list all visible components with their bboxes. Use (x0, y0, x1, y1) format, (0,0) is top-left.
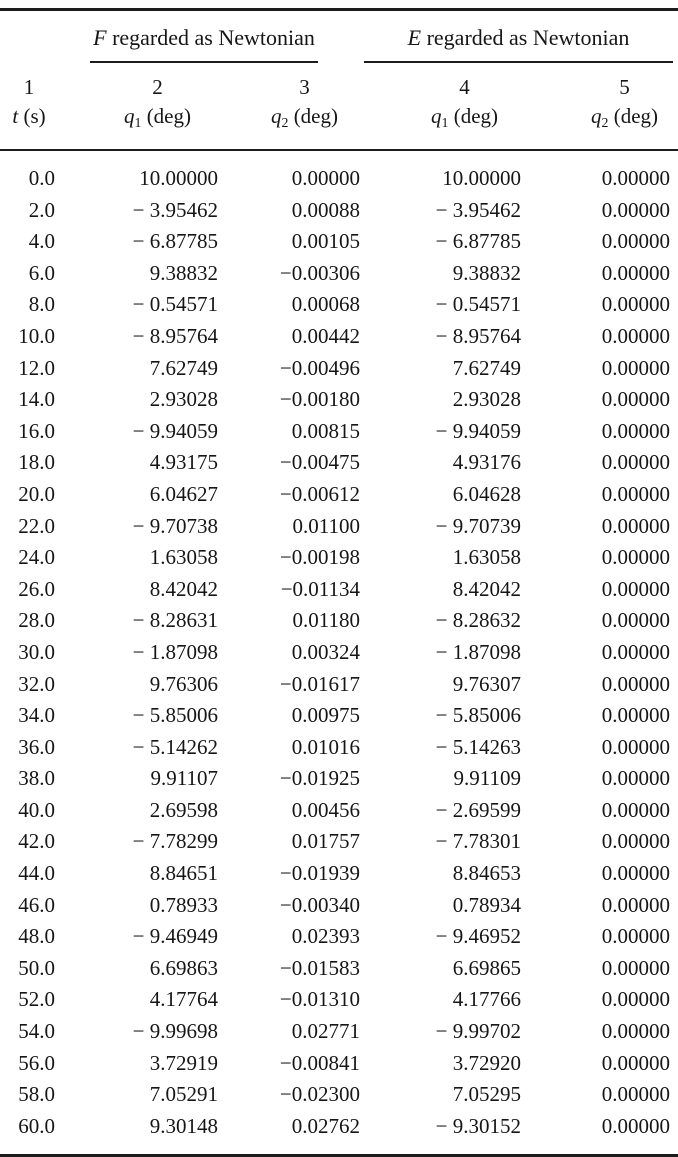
cell-q1-f: 7.05291 (149, 1082, 218, 1107)
cell-time: 38.0 (18, 766, 55, 791)
group-header-e (364, 10, 678, 64)
cell-time: 6.0 (28, 260, 55, 285)
table-row (0, 1048, 678, 1080)
cell-q2-f: 0.00815 (291, 418, 361, 443)
table-row (0, 605, 678, 637)
cell-q2-e: 0.00000 (601, 892, 671, 917)
table-row (0, 890, 678, 922)
cell-q1-e: − 9.70739 (435, 513, 522, 538)
cell-q1-f: − 8.28631 (132, 608, 218, 633)
table-row (0, 826, 678, 858)
table-row (0, 732, 678, 764)
cell-q2-f: 0.02393 (291, 924, 361, 949)
cell-q1-e: 9.91109 (453, 766, 522, 791)
cell-time: 12.0 (18, 355, 55, 380)
cell-q1-f: 10.00000 (139, 166, 218, 190)
cell-q2-e: 0.00000 (601, 355, 671, 380)
cell-q2-f: −0.01583 (279, 955, 361, 980)
table-row (0, 858, 678, 890)
cell-q1-f: 1.63058 (149, 545, 218, 570)
cell-time: 16.0 (18, 418, 55, 443)
cell-q2-f: −0.00340 (279, 892, 361, 917)
cell-q2-e: 0.00000 (601, 260, 671, 285)
cell-q2-e: 0.00000 (601, 418, 671, 443)
cell-q1-e: 4.93176 (452, 450, 522, 475)
cell-time: 22.0 (18, 513, 55, 538)
cell-q1-f: 2.69598 (149, 797, 218, 822)
cell-q1-f: 0.78933 (149, 892, 218, 917)
cell-q1-f: − 5.85006 (132, 703, 218, 728)
table-header (0, 10, 678, 151)
cell-time: 36.0 (18, 734, 55, 759)
column-number-2: 2 (152, 75, 163, 99)
table-row (0, 447, 678, 479)
cell-q1-e: − 8.95764 (435, 323, 522, 348)
cell-q1-f: − 8.95764 (132, 323, 218, 348)
group-e-text: regarded as Newtonian (421, 25, 630, 50)
group-f-letter: F (93, 25, 107, 50)
table-row (0, 511, 678, 543)
cell-q2-f: −0.01939 (279, 861, 361, 886)
cell-q1-e: 9.76307 (452, 671, 522, 696)
cell-time: 26.0 (18, 576, 55, 601)
cell-q1-f: 3.72919 (149, 1050, 218, 1075)
table-row (0, 1111, 678, 1156)
table-row (0, 1016, 678, 1048)
cell-q1-f: − 9.99698 (132, 1019, 218, 1044)
cell-q2-f: 0.00105 (291, 229, 361, 254)
cell-q2-e: 0.00000 (601, 576, 671, 601)
cell-q2-e: 0.00000 (601, 734, 671, 759)
cell-q1-f: − 5.14262 (132, 734, 218, 759)
cell-time: 8.0 (28, 292, 55, 317)
cell-q2-e: 0.00000 (601, 229, 671, 254)
cell-q2-e: 0.00000 (601, 450, 671, 475)
cell-q2-f: 0.01180 (292, 608, 361, 633)
cell-q1-f: 8.84651 (149, 861, 218, 886)
column-label-t: t (s) (0, 100, 58, 150)
cell-q1-f: 9.38832 (149, 260, 218, 285)
cell-q1-e: 2.93028 (452, 387, 522, 412)
cell-time: 60.0 (0, 1111, 58, 1156)
table-row (0, 258, 678, 290)
cell-q2-f: 0.00442 (291, 323, 361, 348)
cell-time: 2.0 (28, 197, 55, 222)
cell-q1-e: − 7.78301 (435, 829, 522, 854)
cell-q2-f: −0.01310 (279, 987, 361, 1012)
cell-q2-f: −0.02300 (279, 1082, 361, 1107)
table-row (0, 953, 678, 985)
group-header-f-underline (90, 11, 318, 63)
cell-time: 24.0 (18, 545, 55, 570)
group-e-letter: E (407, 25, 422, 50)
cell-q1-f: 9.76306 (149, 671, 218, 696)
cell-q1-e: − 6.87785 (435, 229, 522, 254)
table-row (0, 637, 678, 669)
column-number-1: 1 (23, 75, 35, 99)
cell-q2-e: 0.00000 (601, 955, 671, 980)
table-row (0, 1079, 678, 1111)
group-header-e-underline (364, 11, 673, 63)
cell-q2-e: 0.00000 (601, 545, 671, 570)
cell-q1-e: − 3.95462 (435, 197, 522, 222)
cell-q2-f: −0.00180 (279, 387, 361, 412)
cell-time: 46.0 (18, 892, 55, 917)
cell-q2-e: 0.00000 (601, 924, 671, 949)
cell-q2-f: −0.00841 (279, 1050, 361, 1075)
cell-q2-e: 0.00000 (601, 829, 671, 854)
table-row (0, 700, 678, 732)
cell-q2-e: 0.00000 (601, 639, 671, 664)
cell-q1-f: 9.91107 (150, 766, 218, 791)
cell-q1-f: 4.17764 (149, 987, 218, 1012)
cell-time: 32.0 (18, 671, 55, 696)
cell-q2-f: 0.00000 (291, 166, 361, 190)
cell-q2-e: 0.00000 (601, 797, 671, 822)
table-body (0, 150, 678, 1156)
column-label-q2-e: $q_2$ (deg) (526, 100, 678, 150)
column-number-5: 5 (619, 75, 630, 99)
cell-q2-e: 0.00000 (601, 513, 671, 538)
cell-time: 50.0 (18, 955, 55, 980)
table-row (0, 921, 678, 953)
cell-q2-e: 0.00000 (601, 1082, 671, 1107)
cell-q2-f: 0.02771 (291, 1019, 361, 1044)
cell-q2-e: 0.00000 (601, 703, 671, 728)
table-row (0, 289, 678, 321)
cell-time: 34.0 (18, 703, 55, 728)
cell-q1-f: 8.42042 (149, 576, 218, 601)
cell-time: 18.0 (18, 450, 55, 475)
table-row (0, 195, 678, 227)
cell-q2-e: 0.00000 (601, 292, 671, 317)
cell-q1-e: 7.62749 (452, 355, 522, 380)
cell-q1-f: − 1.87098 (132, 639, 218, 664)
cell-q1-e: 0.78934 (452, 892, 522, 917)
cell-q2-f: 0.00456 (291, 797, 361, 822)
cell-time: 54.0 (18, 1019, 55, 1044)
table-row (0, 384, 678, 416)
group-header-row (0, 10, 678, 64)
cell-q1-e: 9.38832 (452, 260, 522, 285)
cell-time: 28.0 (18, 608, 55, 633)
cell-q1-e: − 5.85006 (435, 703, 522, 728)
cell-q2-f: 0.01100 (292, 513, 361, 538)
cell-time: 14.0 (18, 387, 55, 412)
cell-time: 20.0 (18, 481, 55, 506)
cell-q2-f: −0.00198 (279, 545, 361, 570)
cell-q1-e: − 9.94059 (435, 418, 522, 443)
cell-q2-e: 0.00000 (601, 166, 671, 190)
table-row (0, 984, 678, 1016)
cell-q1-e: − 0.54571 (435, 292, 522, 317)
table-row (0, 542, 678, 574)
column-label-q1-f: $q_1$ (deg) (58, 100, 222, 150)
cell-time: 0.0 (28, 166, 55, 190)
group-f-text: regarded as Newtonian (106, 25, 315, 50)
table-row (0, 416, 678, 448)
table-row (0, 353, 678, 385)
cell-q1-f: − 0.54571 (132, 292, 218, 317)
cell-q2-f: −0.01134 (280, 576, 361, 601)
column-number-row (0, 63, 678, 100)
cell-q1-e: 6.04628 (452, 481, 522, 506)
cell-q2-f: −0.00612 (279, 481, 361, 506)
cell-q1-e: 3.72920 (452, 1050, 522, 1075)
cell-q1-f: − 9.70738 (132, 513, 218, 538)
cell-q1-f: 9.30148 (58, 1111, 222, 1156)
cell-time: 48.0 (18, 924, 55, 949)
cell-q2-f: −0.00496 (279, 355, 361, 380)
cell-q2-f: 0.00088 (291, 197, 361, 222)
cell-time: 52.0 (18, 987, 55, 1012)
cell-q1-e: 10.00000 (442, 166, 522, 190)
cell-time: 30.0 (18, 639, 55, 664)
cell-q2-e: 0.00000 (601, 671, 671, 696)
cell-q2-f: 0.00068 (291, 292, 361, 317)
cell-q1-e: − 9.30152 (364, 1111, 526, 1156)
cell-q2-e: 0.00000 (601, 1019, 671, 1044)
cell-q2-f: −0.00306 (279, 260, 361, 285)
cell-time: 56.0 (18, 1050, 55, 1075)
cell-q1-f: − 9.94059 (132, 418, 218, 443)
column-label-q2-f: $q_2$ (deg) (222, 100, 364, 150)
cell-time: 44.0 (18, 861, 55, 886)
table-row (0, 479, 678, 511)
cell-q2-f: −0.00475 (279, 450, 361, 475)
table-row (0, 574, 678, 606)
cell-q1-e: − 9.46952 (435, 924, 522, 949)
cell-time: 4.0 (28, 229, 55, 254)
cell-q2-e: 0.00000 (601, 323, 671, 348)
cell-q1-f: 7.62749 (149, 355, 218, 380)
cell-q1-f: − 9.46949 (132, 924, 218, 949)
column-label-row (0, 100, 678, 150)
cell-time: 42.0 (18, 829, 55, 854)
cell-time: 40.0 (18, 797, 55, 822)
cell-q2-f: 0.00975 (291, 703, 361, 728)
column-number-3: 3 (299, 75, 310, 99)
cell-q1-f: 4.93175 (149, 450, 218, 475)
cell-q1-e: 7.05295 (452, 1082, 522, 1107)
cell-q2-f: 0.02762 (222, 1111, 364, 1156)
table-row (0, 321, 678, 353)
cell-q1-e: − 9.99702 (435, 1019, 522, 1044)
table-row (0, 226, 678, 258)
cell-q2-f: 0.00324 (291, 639, 361, 664)
cell-q2-f: −0.01925 (279, 766, 361, 791)
cell-q2-e: 0.00000 (601, 1050, 671, 1075)
cell-q1-e: − 8.28632 (435, 608, 522, 633)
group-header-f (58, 10, 364, 64)
cell-q2-e: 0.00000 (526, 1111, 678, 1156)
table-row (0, 763, 678, 795)
cell-q2-e: 0.00000 (601, 197, 671, 222)
cell-q1-e: 1.63058 (452, 545, 522, 570)
cell-q1-f: 6.69863 (149, 955, 218, 980)
group-header-spacer (0, 10, 58, 64)
cell-q2-e: 0.00000 (601, 766, 671, 791)
cell-q1-e: 4.17766 (452, 987, 522, 1012)
cell-q1-f: 2.93028 (149, 387, 218, 412)
results-table (0, 8, 678, 1157)
cell-q2-e: 0.00000 (601, 481, 671, 506)
cell-q1-e: 8.84653 (452, 861, 522, 886)
cell-q1-e: − 1.87098 (435, 639, 522, 664)
cell-q2-f: −0.01617 (279, 671, 361, 696)
cell-q2-e: 0.00000 (601, 987, 671, 1012)
column-number-4: 4 (459, 75, 470, 99)
cell-q1-e: − 2.69599 (435, 797, 522, 822)
cell-q1-f: − 7.78299 (132, 829, 218, 854)
cell-time: 58.0 (18, 1082, 55, 1107)
cell-q2-f: 0.01016 (291, 734, 361, 759)
cell-q1-e: 6.69865 (452, 955, 522, 980)
cell-q2-f: 0.01757 (291, 829, 361, 854)
cell-q1-e: − 5.14263 (435, 734, 522, 759)
table-row (0, 795, 678, 827)
cell-time: 10.0 (18, 323, 55, 348)
cell-q1-f: 6.04627 (149, 481, 218, 506)
cell-q2-e: 0.00000 (601, 861, 671, 886)
cell-q2-e: 0.00000 (601, 608, 671, 633)
cell-q2-e: 0.00000 (601, 387, 671, 412)
cell-q1-f: − 3.95462 (132, 197, 218, 222)
table-row (0, 669, 678, 701)
cell-q1-f: − 6.87785 (132, 229, 218, 254)
column-label-q1-e: $q_1$ (deg) (364, 100, 526, 150)
table-row (0, 150, 678, 195)
cell-q1-e: 8.42042 (452, 576, 522, 601)
